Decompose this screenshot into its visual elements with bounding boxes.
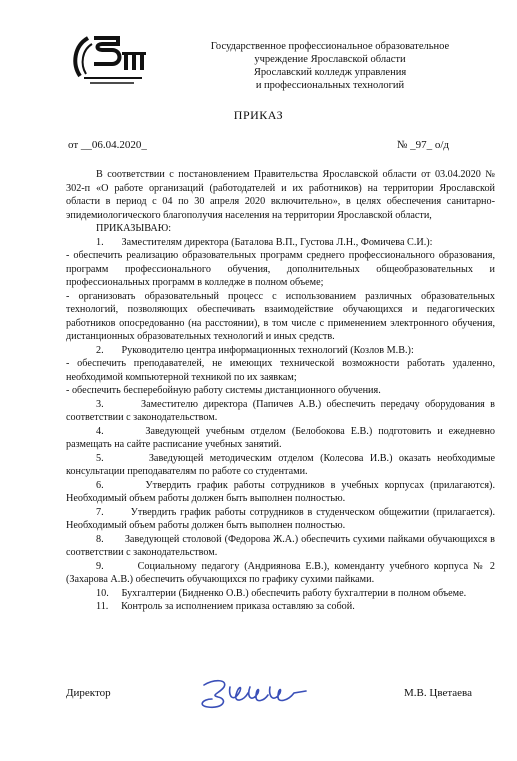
item-1-sub-1: - обеспечить реализацию образовательных программ среднего профессионального образования, программ профессионального обучения, дополнительных общеобразовательных и профессиональных программ в колледже в полном объеме; [66,250,495,288]
handwritten-signature-icon [184,673,334,713]
item-2-sub-1: - обеспечить преподавателей, не имеющих технической возможности работать удаленно, необходимой компьютерной техникой по их заявкам; [66,358,495,383]
item-4: 4. Заведующей учебным отделом (Белобокова Е.В.) подготовить и ежедневно размещать на сайте расписание учебных занятий. [66,425,495,450]
preamble: В соответствии с постановлением Правительства Ярославской области от 03.04.2020 № 302-п «О работе организаций (работодателей и их работников) на территории Ярославской области в период с 04 по 30 апреля 2020 включительно», в целях обеспечения санитарно-эпидемиологического благополучия населения на территории Ярославской области, [66,169,495,221]
item-3: 3. Заместителю директора (Папичев А.В.) обеспечить передачу оборудования в соответствии с законодательством. [66,398,495,423]
item-1: 1. Заместителям директора (Баталова В.П., Густова Л.Н., Фомичева С.И.): [96,236,433,248]
item-6: 6. Утвердить график работы сотрудников в учебных корпусах (прилагаются). Необходимый объем работы должен быть выполнен полностью. [66,479,495,504]
item-1-sub-2: - организовать образовательный процесс с использованием различных образовательных технологий, позволяющих обеспечивать взаимодействие обучающихся и педагогических работников опосредованно (на расстоянии), в том числе с применением электронного обучения, дистанционных образовательных технологий и иных средств. [66,290,495,342]
organization-header [160,40,500,92]
org-line-2: учреждение Ярославской области [254,54,406,65]
item-10: 10. Бухгалтерии (Бидненко О.В.) обеспечить работу бухгалтерии в полном объеме. [96,587,467,599]
org-line-3: Ярославский колледж управления [253,67,407,78]
org-line-4: и профессиональных технологий [255,80,405,91]
item-11: 11. Контроль за исполнением приказа оставляю за собой. [96,601,355,612]
item-2: 2. Руководителю центра информационных технологий (Козлов М.В.): [96,344,414,356]
college-logo-icon [70,28,152,90]
item-9: 9. Социальному педагогу (Андриянова Е.В.), коменданту учебного корпуса № 2 (Захарова А.В.) обеспечить обучающихся по графику сухими пайками. [66,560,495,585]
item-2-sub-2: - обеспечить бесперебойную работу системы дистанционного обучения. [66,385,381,396]
order-word: ПРИКАЗЫВАЮ: [96,223,172,234]
item-7: 7. Утвердить график работы сотрудников в студенческом общежитии (прилагается). Необходимый объем работы должен быть выполнен полностью. [66,506,495,531]
item-8: 8. Заведующей столовой (Федорова Ж.А.) обеспечить сухими пайками обучающихся в соответствии с законодательством. [66,533,495,558]
item-5: 5. Заведующей методическим отделом (Колесова И.В.) оказать необходимые консультации преподавателям по работе со студентами. [66,452,495,477]
signature-block [66,685,472,725]
org-line-1: Государственное профессиональное образовательное [210,41,450,52]
signer-position: Директор [66,687,111,699]
document-title: ПРИКАЗ [233,108,284,122]
order-number: № _97_ о/д [396,139,449,151]
order-date: от __06.04.2020_ [68,139,147,151]
document-body [66,168,495,614]
signer-name: М.В. Цветаева [404,687,472,699]
